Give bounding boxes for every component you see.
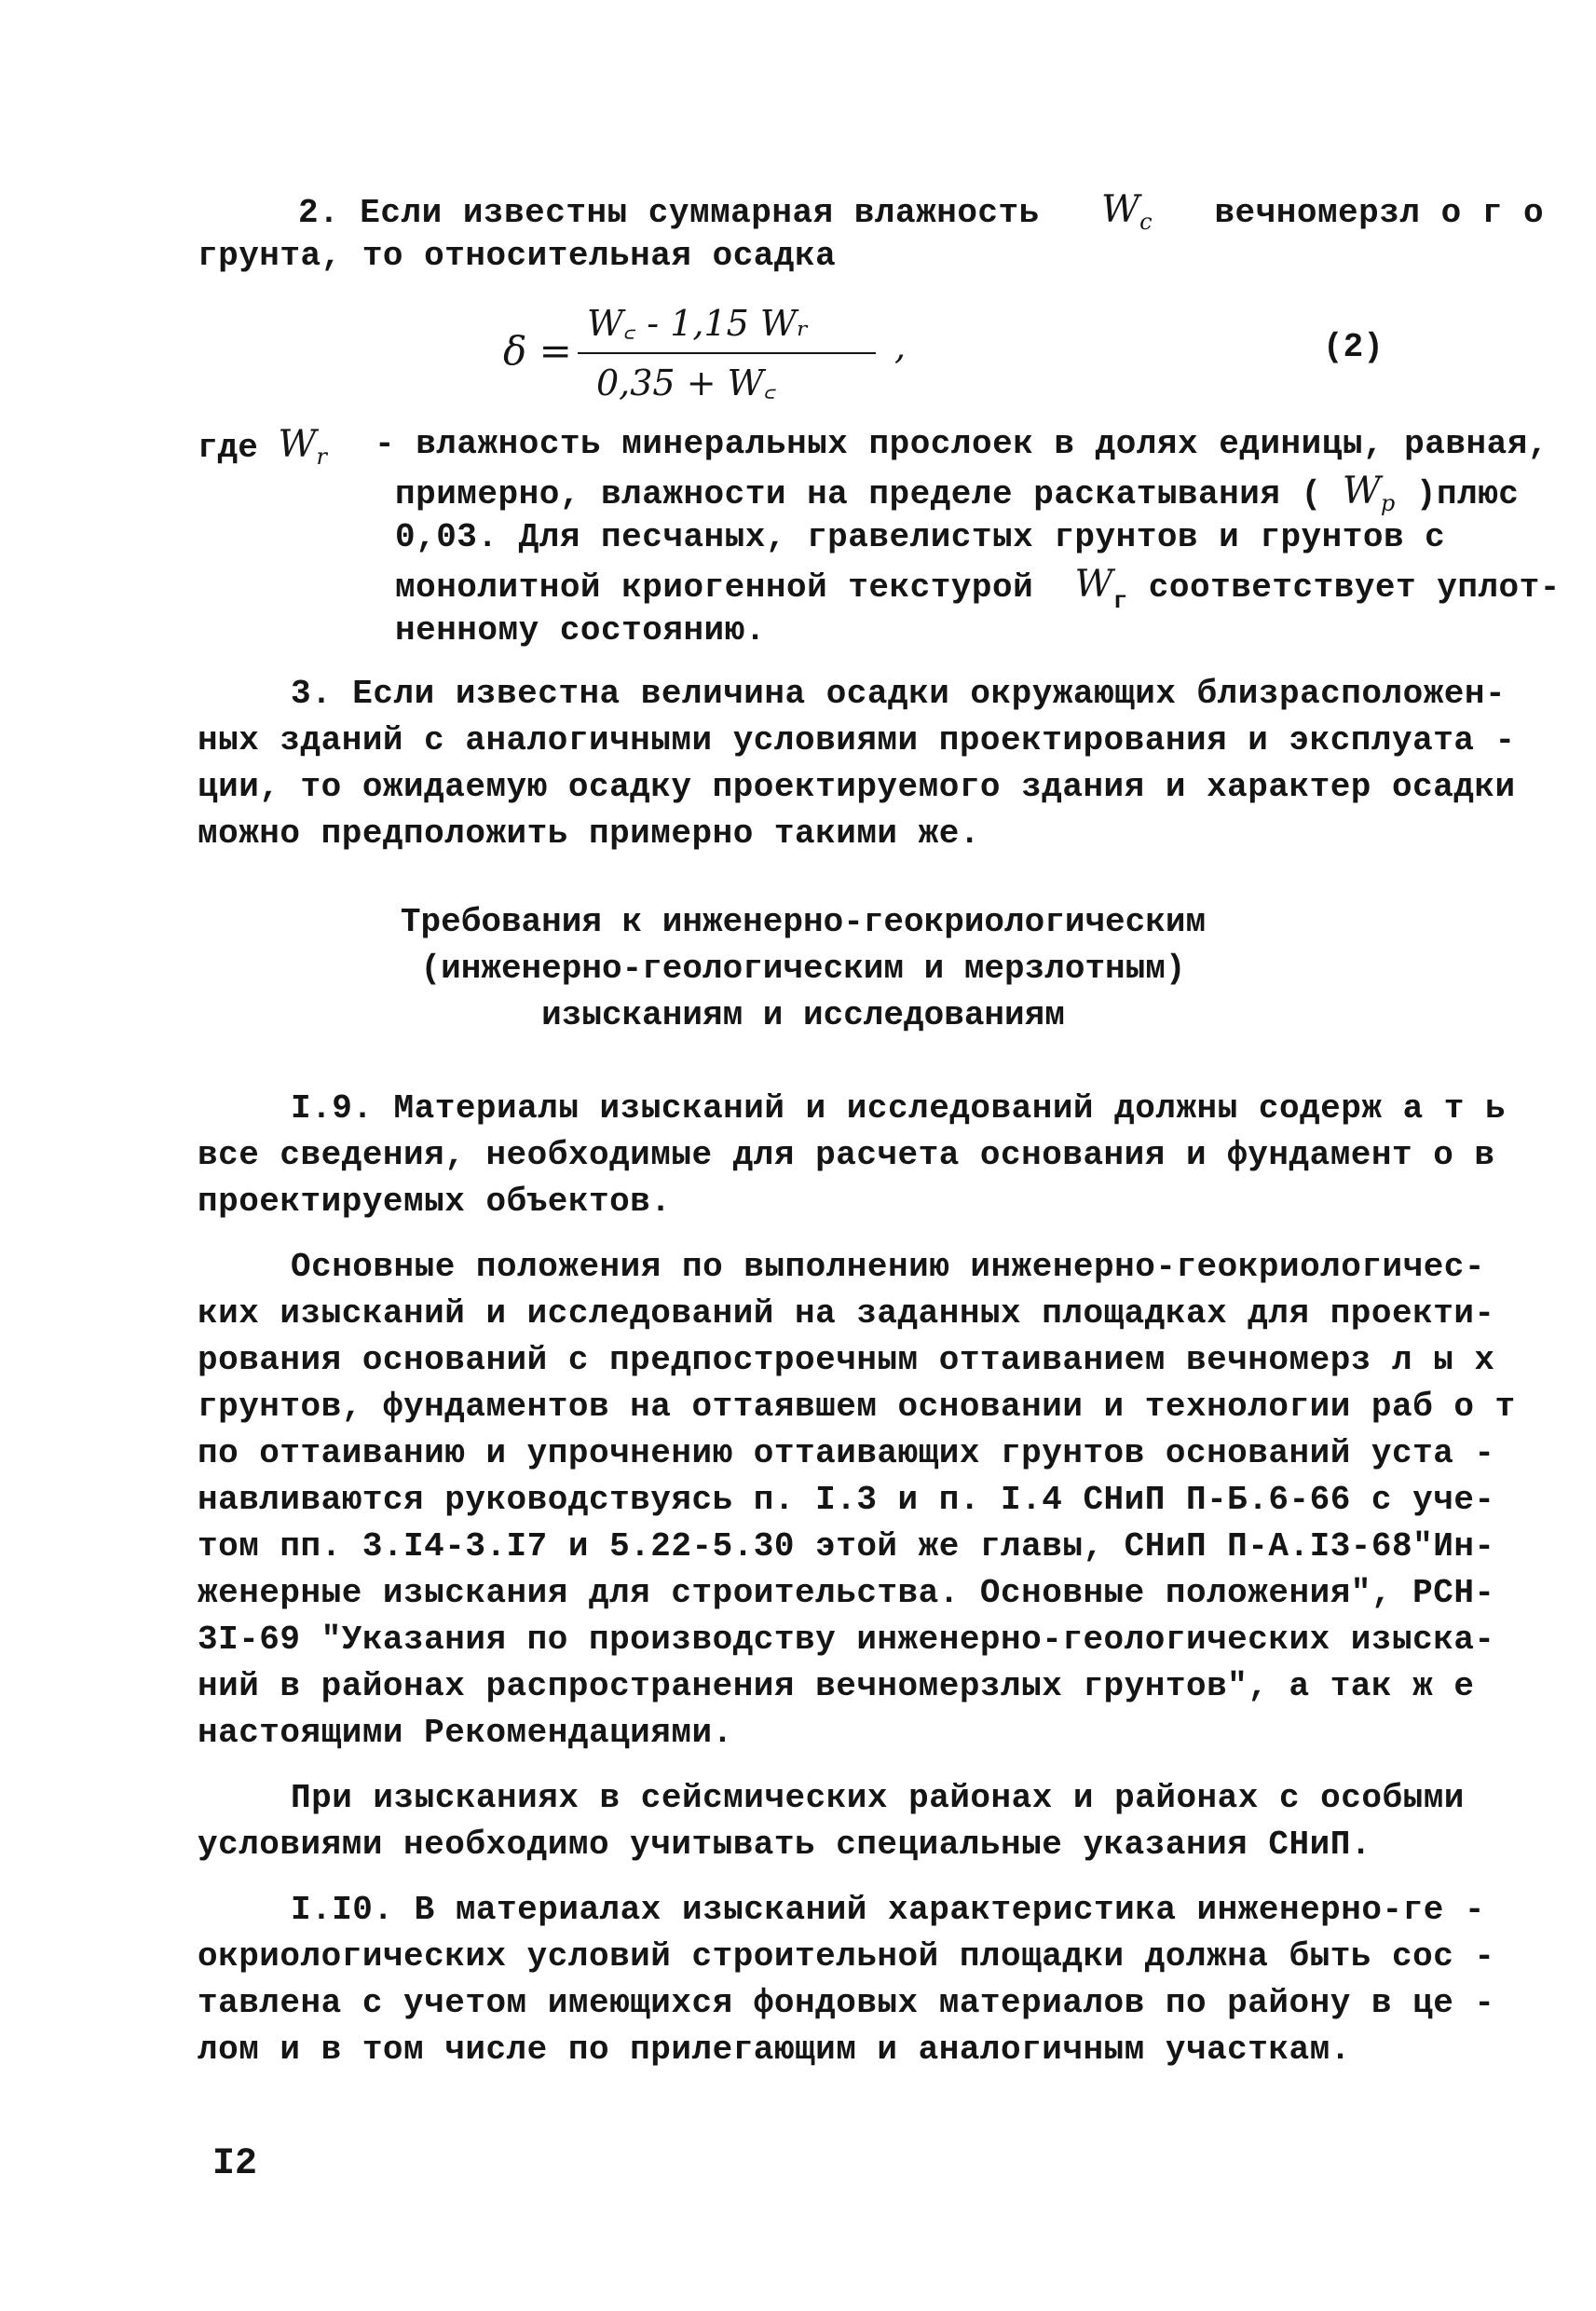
symbol-wc: W [1101, 188, 1140, 231]
equation-number: (2) [1323, 328, 1384, 366]
paragraph-seismic: При изысканиях в сейсмических районах и районах с особыми условиями необходимо учитывать специальные указания СНиП. [198, 1779, 1465, 1864]
symbol-wp: W [1342, 470, 1381, 513]
formula-2 [484, 298, 950, 410]
formula-comma: , [894, 326, 907, 367]
paragraph-1-10: I.I0. В материалах изысканий характеристика инженерно-ге - окриологических условий строительной площадки должна быть сос - тавлена с учетом имеющихся фондовых материалов по району в це - лом и в том числе по прилегающим и аналогичным участкам. [198, 1891, 1495, 2069]
where-label: где $W_r$ [198, 423, 328, 470]
formula-denominator: 0,35 + W꜀ [596, 362, 776, 403]
paragraph-3: 3. Если известна величина осадки окружающих близрасположен- ных зданий с аналогичными условиями проектирования и эксплуата - ции, то ожидаемую осадку проектируемого здания и характер осадки можно предположить примерно такими же. [198, 675, 1516, 853]
symbol-wg: W [1074, 563, 1113, 606]
section-heading: Требования к инженерно-геокриологическим (инженерно-геологическим и мерзлотным) изысканиям и исследованиям [400, 903, 1207, 1034]
paragraph-main-provisions: Основные положения по выполнению инженерно-геокриологичес- ких изысканий и исследований на заданных площадках для проекти- рования оснований с предпостроечным оттаиванием вечномерз л ы х грунтов, фундаментов на оттаявшем основании и технологии раб о т по оттаиванию и упрочнению оттаивающих грунтов оснований уста - навливаются руководствуясь п. I.3 и п. I.4 СНиП П-Б.6-66 с уче- том пп. 3.I4-3.I7 и 5.22-5.30 этой же главы, СНиП П-А.I3-68"Ин- женерные изыскания для строительства. Основные положения", РСН- 3I-69 "Указания по производству инженерно-геологических изыска- ний в районах распространения вечномерзлых грунтов", а так ж е настоящими Рекомендациями. [198, 1248, 1516, 1752]
formula-lhs: δ = [503, 328, 572, 374]
paragraph-2 [298, 186, 1544, 233]
fraction-bar [578, 352, 876, 354]
page-number: I2 [212, 2143, 258, 2185]
paragraph-1-9: I.9. Материалы изысканий и исследований должны содерж а т ь все сведения, необходимые для расчета основания и фундамент о в проектируемых объектов. [198, 1089, 1507, 1221]
paragraph-2-cont: грунта, то относительная осадка [198, 237, 837, 275]
symbol-wr: W [278, 423, 317, 466]
paragraph-line: 2. Если известны суммарная влажность $W_c$ вечномерзл о г о [298, 188, 1545, 235]
where-definition: - влажность минеральных прослоек в долях единицы, равная, примерно, влажности на пределе раскатывания ( $W_p$ )плюс 0,03. Для песчаных, гравелистых грунтов и грунтов с монолитной криогенной текстурой $W_г$ соответствует уплот- ненному состоянию. [375, 425, 1561, 650]
formula-numerator: W꜀ - 1,15 Wᵣ [587, 303, 810, 344]
